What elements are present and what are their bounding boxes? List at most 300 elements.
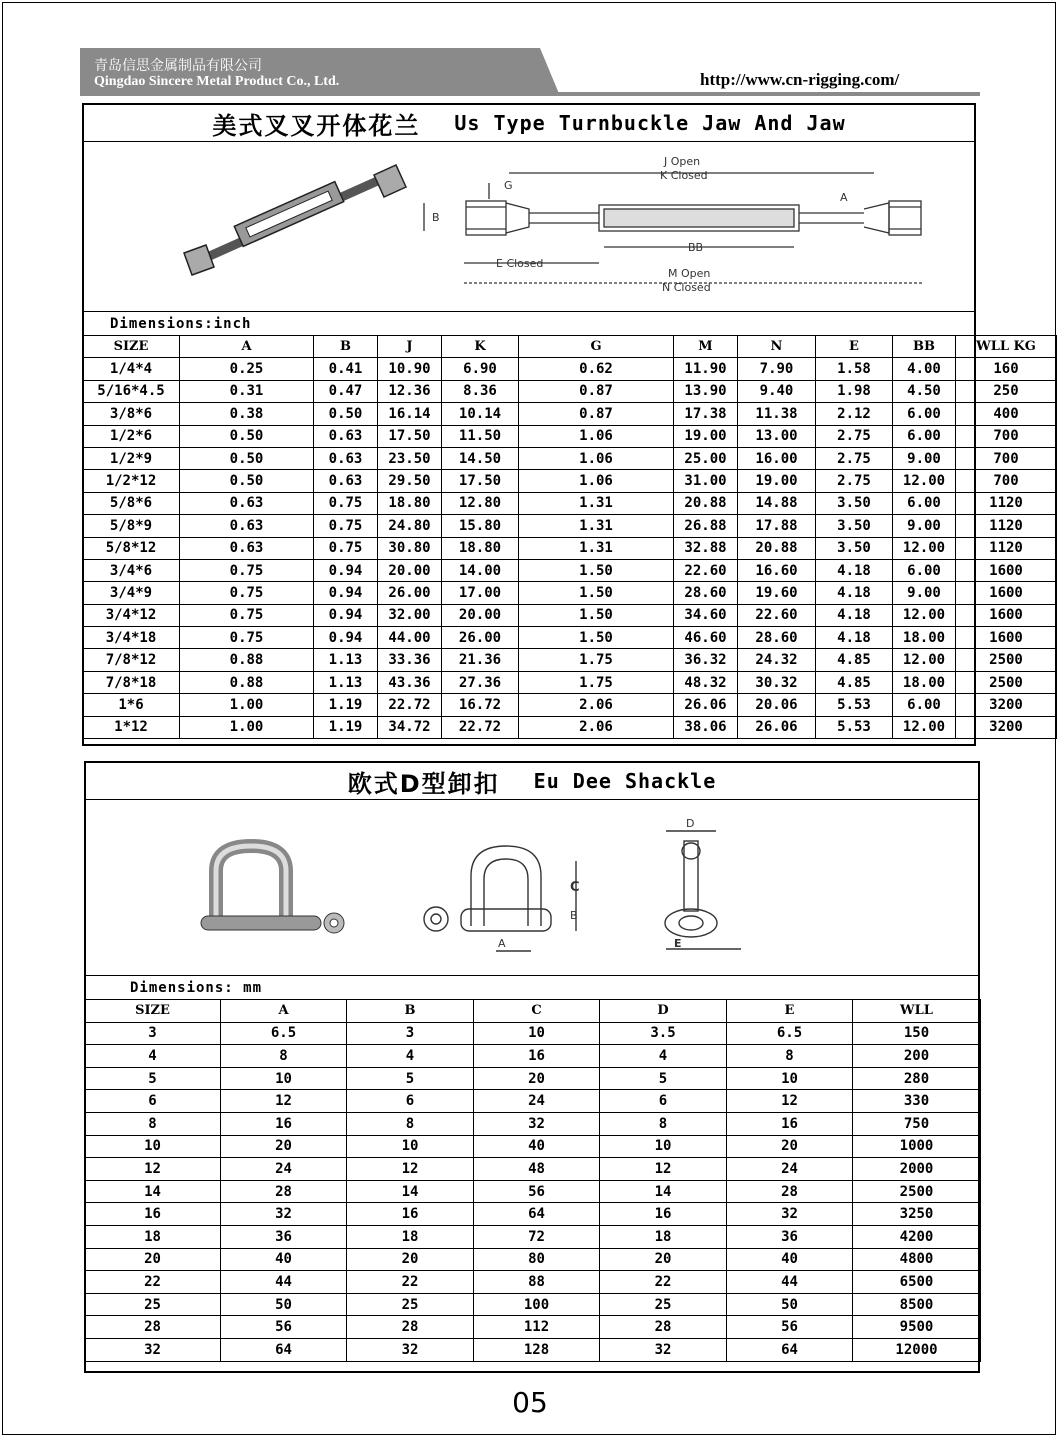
table-cell: 28: [727, 1180, 853, 1203]
table-row: [83, 470, 1057, 492]
label-a: A: [840, 191, 848, 204]
shackle-header-row: [85, 1000, 981, 1023]
table-cell: 1600: [956, 604, 1057, 626]
table-cell: 8.36: [442, 380, 519, 402]
table-cell: 2.75: [816, 447, 893, 469]
table-cell: 22.60: [738, 604, 816, 626]
table-cell: 28: [85, 1316, 221, 1339]
table-cell: 1600: [956, 582, 1057, 604]
table-cell: 3: [85, 1022, 221, 1045]
table-cell: 0.75: [180, 627, 314, 649]
table-row: [83, 559, 1057, 581]
table-row: [83, 358, 1057, 380]
table-row: [83, 447, 1057, 469]
table-cell: 6: [600, 1090, 727, 1113]
table-cell: 0.94: [314, 604, 378, 626]
table-cell: 30.32: [738, 671, 816, 693]
label-g: G: [504, 179, 513, 192]
table-cell: 20.88: [738, 537, 816, 559]
table-cell: 1*12: [83, 716, 180, 738]
shackle-title-en: Eu Dee Shackle: [533, 769, 717, 793]
table-cell: 28.60: [674, 582, 738, 604]
table-cell: 32: [474, 1112, 600, 1135]
table-cell: 4200: [853, 1225, 981, 1248]
table-cell: 11.90: [674, 358, 738, 380]
table-cell: 4.18: [816, 627, 893, 649]
table-cell: 1.31: [519, 515, 674, 537]
table-cell: 16: [221, 1112, 347, 1135]
shackle-col-header: D: [600, 1000, 727, 1023]
table-cell: 2.06: [519, 716, 674, 738]
table-cell: 19.00: [738, 470, 816, 492]
table-cell: 34.60: [674, 604, 738, 626]
table-cell: 5.53: [816, 694, 893, 716]
table-cell: 3/4*12: [83, 604, 180, 626]
table-cell: 0.75: [180, 582, 314, 604]
label-k-closed: K Closed: [660, 169, 708, 182]
table-cell: 4: [600, 1045, 727, 1068]
table-cell: 12: [347, 1158, 474, 1181]
shackle-front-drawing: [424, 846, 576, 951]
shackle-body: [85, 1022, 981, 1361]
table-cell: 12: [221, 1090, 347, 1113]
table-cell: 7.90: [738, 358, 816, 380]
table-cell: 20: [221, 1135, 347, 1158]
table-cell: 25: [85, 1293, 221, 1316]
table-cell: 0.94: [314, 582, 378, 604]
table-cell: 3/8*6: [83, 403, 180, 425]
table-cell: 1.50: [519, 627, 674, 649]
table-cell: 5/8*6: [83, 492, 180, 514]
turnbuckle-col-header: K: [442, 336, 519, 358]
table-cell: 56: [221, 1316, 347, 1339]
table-cell: 4: [85, 1045, 221, 1068]
table-cell: 20: [85, 1248, 221, 1271]
shackle-panel: [84, 761, 980, 1373]
table-cell: 112: [474, 1316, 600, 1339]
table-cell: 1.19: [314, 716, 378, 738]
table-cell: 12.00: [893, 649, 956, 671]
table-cell: 16: [474, 1045, 600, 1068]
table-cell: 24: [474, 1090, 600, 1113]
table-row: [85, 1248, 981, 1271]
table-row: [85, 1203, 981, 1226]
table-cell: 9.00: [893, 447, 956, 469]
table-row: [85, 1158, 981, 1181]
table-cell: 23.50: [378, 447, 442, 469]
table-cell: 280: [853, 1067, 981, 1090]
table-cell: 25.00: [674, 447, 738, 469]
table-cell: 64: [727, 1338, 853, 1361]
table-cell: 16: [600, 1203, 727, 1226]
table-cell: 0.75: [180, 559, 314, 581]
table-cell: 3200: [956, 694, 1057, 716]
table-cell: 0.75: [314, 537, 378, 559]
table-cell: 14: [600, 1180, 727, 1203]
shackle-dims-label: Dimensions: mm: [130, 980, 263, 996]
turnbuckle-col-header: A: [180, 336, 314, 358]
table-cell: 10: [221, 1067, 347, 1090]
table-cell: 8: [600, 1112, 727, 1135]
table-cell: 750: [853, 1112, 981, 1135]
table-cell: 48.32: [674, 671, 738, 693]
table-cell: 3: [347, 1022, 474, 1045]
table-row: [83, 694, 1057, 716]
table-cell: 25: [600, 1293, 727, 1316]
table-cell: 48: [474, 1158, 600, 1181]
table-cell: 5/16*4.5: [83, 380, 180, 402]
table-cell: 6: [85, 1090, 221, 1113]
turnbuckle-col-header: B: [314, 336, 378, 358]
table-cell: 12000: [853, 1338, 981, 1361]
table-cell: 20.06: [738, 694, 816, 716]
table-cell: 4: [347, 1045, 474, 1068]
table-cell: 10: [727, 1067, 853, 1090]
table-cell: 5: [347, 1067, 474, 1090]
table-cell: 1.06: [519, 470, 674, 492]
table-cell: 14.50: [442, 447, 519, 469]
table-cell: 12: [85, 1158, 221, 1181]
table-cell: 3.50: [816, 515, 893, 537]
table-row: [85, 1022, 981, 1045]
table-row: [85, 1045, 981, 1068]
table-cell: 1.31: [519, 537, 674, 559]
label-bb: BB: [688, 241, 704, 254]
table-row: [85, 1225, 981, 1248]
table-cell: 20.00: [442, 604, 519, 626]
table-cell: 8: [347, 1112, 474, 1135]
table-cell: 1600: [956, 559, 1057, 581]
table-cell: 2.12: [816, 403, 893, 425]
shackle-table: [84, 999, 981, 1362]
table-cell: 6.00: [893, 403, 956, 425]
table-cell: 128: [474, 1338, 600, 1361]
table-cell: 33.36: [378, 649, 442, 671]
page-number: 05: [512, 1386, 548, 1419]
table-cell: 8: [85, 1112, 221, 1135]
table-cell: 0.50: [314, 403, 378, 425]
table-cell: 700: [956, 470, 1057, 492]
table-cell: 44.00: [378, 627, 442, 649]
table-cell: 24.80: [378, 515, 442, 537]
table-cell: 6.5: [221, 1022, 347, 1045]
table-cell: 4.00: [893, 358, 956, 380]
turnbuckle-col-header: BB: [893, 336, 956, 358]
table-row: [83, 716, 1057, 738]
turnbuckle-photo: [184, 165, 406, 275]
table-cell: 1600: [956, 627, 1057, 649]
company-name-cn: 青岛信思金属制品有限公司: [94, 58, 262, 74]
shackle-col-header: SIZE: [85, 1000, 221, 1023]
shackle-photo: [201, 846, 344, 933]
table-cell: 0.87: [519, 403, 674, 425]
table-cell: 5: [85, 1067, 221, 1090]
table-cell: 22: [347, 1271, 474, 1294]
table-cell: 26.06: [674, 694, 738, 716]
table-cell: 28: [600, 1316, 727, 1339]
table-row: [83, 380, 1057, 402]
table-cell: 0.87: [519, 380, 674, 402]
table-row: [85, 1067, 981, 1090]
table-row: [85, 1271, 981, 1294]
table-cell: 22.60: [674, 559, 738, 581]
table-cell: 40: [727, 1248, 853, 1271]
table-cell: 20.00: [378, 559, 442, 581]
table-cell: 2500: [956, 649, 1057, 671]
table-cell: 4.18: [816, 604, 893, 626]
table-cell: 56: [727, 1316, 853, 1339]
table-cell: 7/8*12: [83, 649, 180, 671]
table-cell: 1.98: [816, 380, 893, 402]
turnbuckle-body: [83, 358, 1057, 739]
table-cell: 44: [221, 1271, 347, 1294]
table-cell: 20: [727, 1135, 853, 1158]
table-row: [83, 604, 1057, 626]
table-cell: 16: [85, 1203, 221, 1226]
table-cell: 3/4*6: [83, 559, 180, 581]
table-cell: 26.00: [378, 582, 442, 604]
table-cell: 4800: [853, 1248, 981, 1271]
table-cell: 14: [85, 1180, 221, 1203]
table-cell: 0.63: [180, 515, 314, 537]
table-cell: 0.50: [180, 425, 314, 447]
turnbuckle-col-header: E: [816, 336, 893, 358]
table-cell: 44: [727, 1271, 853, 1294]
table-cell: 13.00: [738, 425, 816, 447]
table-cell: 2500: [853, 1180, 981, 1203]
table-cell: 50: [727, 1293, 853, 1316]
table-cell: 700: [956, 447, 1057, 469]
table-cell: 22.72: [442, 716, 519, 738]
table-cell: 1120: [956, 515, 1057, 537]
table-cell: 18: [347, 1225, 474, 1248]
table-cell: 16.14: [378, 403, 442, 425]
table-cell: 32.00: [378, 604, 442, 626]
table-cell: 27.36: [442, 671, 519, 693]
turnbuckle-col-header: N: [738, 336, 816, 358]
table-cell: 9.40: [738, 380, 816, 402]
table-cell: 18: [600, 1225, 727, 1248]
table-cell: 26.06: [738, 716, 816, 738]
table-cell: 14: [347, 1180, 474, 1203]
table-cell: 12.80: [442, 492, 519, 514]
table-cell: 0.63: [314, 447, 378, 469]
table-cell: 5.53: [816, 716, 893, 738]
table-cell: 1120: [956, 537, 1057, 559]
table-cell: 18.00: [893, 627, 956, 649]
table-cell: 7/8*18: [83, 671, 180, 693]
table-cell: 0.62: [519, 358, 674, 380]
table-cell: 43.36: [378, 671, 442, 693]
table-cell: 0.94: [314, 627, 378, 649]
table-cell: 34.72: [378, 716, 442, 738]
table-cell: 26.00: [442, 627, 519, 649]
table-cell: 9.00: [893, 582, 956, 604]
table-cell: 32: [600, 1338, 727, 1361]
table-cell: 1.75: [519, 671, 674, 693]
table-cell: 72: [474, 1225, 600, 1248]
table-row: [83, 649, 1057, 671]
company-url[interactable]: http://www.cn-rigging.com/: [700, 70, 900, 89]
table-cell: 9.00: [893, 515, 956, 537]
table-cell: 0.38: [180, 403, 314, 425]
table-cell: 5/8*9: [83, 515, 180, 537]
table-cell: 10: [347, 1135, 474, 1158]
table-cell: 0.50: [180, 447, 314, 469]
shackle-title-cn: 欧式D型卸扣: [347, 769, 500, 798]
table-cell: 16: [727, 1112, 853, 1135]
shackle-col-header: WLL: [853, 1000, 981, 1023]
table-cell: 36: [727, 1225, 853, 1248]
table-cell: 10: [85, 1135, 221, 1158]
table-cell: 10: [600, 1135, 727, 1158]
turnbuckle-diagram: [84, 143, 974, 313]
shackle-col-header: E: [727, 1000, 853, 1023]
table-cell: 1/2*6: [83, 425, 180, 447]
table-cell: 1.00: [180, 694, 314, 716]
table-cell: 3/4*18: [83, 627, 180, 649]
table-cell: 1.00: [180, 716, 314, 738]
turnbuckle-diagram-divider: [84, 311, 974, 312]
table-cell: 0.63: [314, 470, 378, 492]
table-cell: 6.00: [893, 425, 956, 447]
turnbuckle-table: [82, 335, 1057, 739]
table-cell: 330: [853, 1090, 981, 1113]
table-cell: 24: [221, 1158, 347, 1181]
table-cell: 16: [347, 1203, 474, 1226]
table-cell: 1.50: [519, 582, 674, 604]
turnbuckle-title: [84, 105, 974, 142]
turnbuckle-col-header: J: [378, 336, 442, 358]
table-cell: 36.32: [674, 649, 738, 671]
label-b: B: [432, 211, 440, 224]
shackle-col-header: B: [347, 1000, 474, 1023]
table-cell: 0.88: [180, 671, 314, 693]
table-cell: 9500: [853, 1316, 981, 1339]
table-cell: 11.50: [442, 425, 519, 447]
table-row: [85, 1293, 981, 1316]
table-cell: 0.31: [180, 380, 314, 402]
table-cell: 13.90: [674, 380, 738, 402]
table-cell: 29.50: [378, 470, 442, 492]
table-cell: 1/2*12: [83, 470, 180, 492]
table-cell: 32: [347, 1338, 474, 1361]
table-cell: 50: [221, 1293, 347, 1316]
turnbuckle-col-header: M: [674, 336, 738, 358]
table-cell: 56: [474, 1180, 600, 1203]
label-d: D: [686, 817, 695, 830]
table-cell: 160: [956, 358, 1057, 380]
table-cell: 18.00: [893, 671, 956, 693]
table-cell: 11.38: [738, 403, 816, 425]
table-cell: 6: [347, 1090, 474, 1113]
table-cell: 17.88: [738, 515, 816, 537]
table-cell: 12.00: [893, 716, 956, 738]
table-cell: 1.13: [314, 649, 378, 671]
table-cell: 16.72: [442, 694, 519, 716]
table-cell: 1*6: [83, 694, 180, 716]
turnbuckle-title-en: Us Type Turnbuckle Jaw And Jaw: [454, 111, 846, 135]
table-cell: 12.00: [893, 470, 956, 492]
table-cell: 6.00: [893, 694, 956, 716]
table-cell: 100: [474, 1293, 600, 1316]
table-cell: 3.50: [816, 492, 893, 514]
table-cell: 15.80: [442, 515, 519, 537]
table-cell: 20: [347, 1248, 474, 1271]
table-cell: 40: [221, 1248, 347, 1271]
table-cell: 5: [600, 1067, 727, 1090]
table-cell: 24: [727, 1158, 853, 1181]
table-cell: 18.80: [442, 537, 519, 559]
table-cell: 24.32: [738, 649, 816, 671]
table-cell: 1.13: [314, 671, 378, 693]
table-cell: 0.94: [314, 559, 378, 581]
table-cell: 0.75: [314, 492, 378, 514]
shackle-diagram-divider: [86, 975, 978, 976]
table-cell: 4.85: [816, 649, 893, 671]
header-rule: [80, 92, 980, 96]
table-cell: 21.36: [442, 649, 519, 671]
table-row: [85, 1112, 981, 1135]
table-cell: 1.19: [314, 694, 378, 716]
table-cell: 0.75: [314, 515, 378, 537]
table-row: [83, 425, 1057, 447]
table-cell: 4.18: [816, 582, 893, 604]
shackle-diagram: [86, 801, 978, 973]
table-cell: 26.88: [674, 515, 738, 537]
table-cell: 1.06: [519, 425, 674, 447]
turnbuckle-col-header: SIZE: [83, 336, 180, 358]
table-cell: 700: [956, 425, 1057, 447]
table-cell: 12.00: [893, 537, 956, 559]
table-cell: 1.50: [519, 559, 674, 581]
table-cell: 1.50: [519, 604, 674, 626]
table-cell: 14.88: [738, 492, 816, 514]
table-cell: 22: [600, 1271, 727, 1294]
table-row: [83, 671, 1057, 693]
table-row: [85, 1135, 981, 1158]
table-row: [83, 537, 1057, 559]
label-j-open: J Open: [664, 155, 701, 168]
table-cell: 20.88: [674, 492, 738, 514]
table-cell: 17.38: [674, 403, 738, 425]
table-cell: 17.50: [442, 470, 519, 492]
table-cell: 28.60: [738, 627, 816, 649]
table-cell: 64: [474, 1203, 600, 1226]
table-row: [85, 1316, 981, 1339]
company-name-en: Qingdao Sincere Metal Product Co., Ltd.: [94, 74, 340, 89]
table-cell: 6.5: [727, 1022, 853, 1045]
turnbuckle-title-cn: 美式叉叉开体花兰: [212, 111, 421, 140]
table-cell: 150: [853, 1022, 981, 1045]
label-m-open: M Open: [668, 267, 711, 280]
table-cell: 1.31: [519, 492, 674, 514]
table-cell: 1000: [853, 1135, 981, 1158]
table-cell: 22: [85, 1271, 221, 1294]
table-cell: 3200: [956, 716, 1057, 738]
table-cell: 46.60: [674, 627, 738, 649]
table-cell: 80: [474, 1248, 600, 1271]
table-cell: 20: [600, 1248, 727, 1271]
table-cell: 12.00: [893, 604, 956, 626]
label-e: E: [674, 937, 682, 950]
table-cell: 1/2*9: [83, 447, 180, 469]
table-cell: 400: [956, 403, 1057, 425]
table-cell: 10: [474, 1022, 600, 1045]
shackle-title: [86, 763, 978, 800]
table-cell: 8: [221, 1045, 347, 1068]
table-cell: 0.63: [180, 537, 314, 559]
